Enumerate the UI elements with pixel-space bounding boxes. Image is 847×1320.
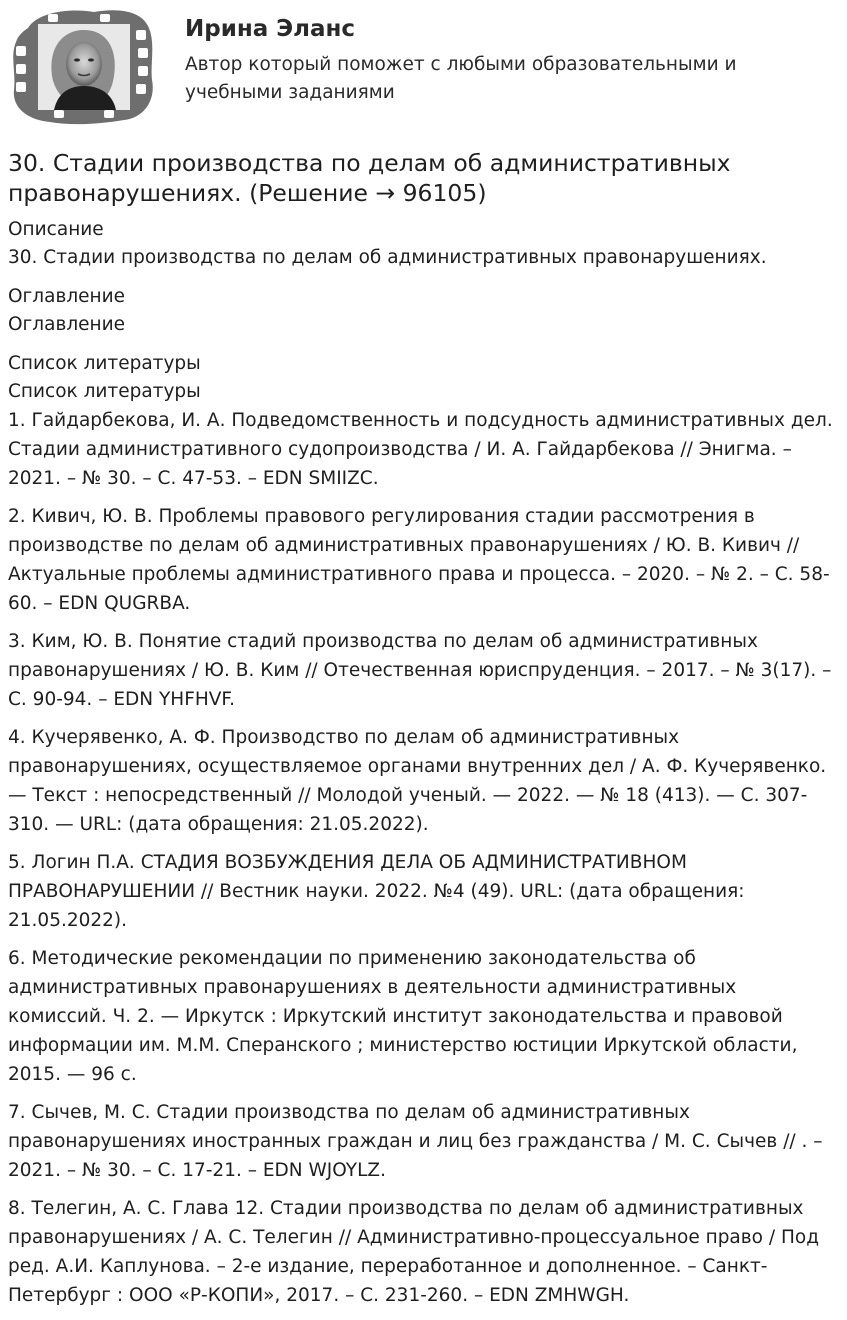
reference-item: 6. Методические рекомендации по применению законодательства об административных правонарушениях в деятельности административных комиссий. Ч. 2. — Иркутск : Иркутский институт законодательства и правовой информации им. М.М. Сперанского ; министерство юстиции Иркутской области, 2015. — 96 с. (8, 948, 798, 1085)
reference-item: 8. Телегин, А. С. Глава 12. Стадии производства по делам об административных правонарушениях / А. С. Телегин // Административно-процессуальное право / Под ред. А.И. Каплунова. – 2-е издание, переработанное и дополненное. – Санкт-Петербург : ООО «Р-КОПИ», 2017. – С. 231-260. – EDN ZMHWGH. (8, 1198, 820, 1306)
description-text: 30. Стадии производства по делам об административных правонарушениях. (8, 247, 767, 268)
author-avatar (8, 6, 156, 126)
reference-item: 3. Ким, Ю. В. Понятие стадий производства по делам об административных правонарушениях / Ю. В. Ким // Отечественная юриспруденция. – 2017. – № 3(17). – С. 90-94. – EDN YHFHVF. (8, 631, 832, 710)
description-heading: Описание (8, 219, 104, 240)
document-content (8, 148, 840, 1319)
page-title: 30. Стадии производства по делам об административных правонарушениях. (Решение → 96105) (8, 149, 731, 207)
literature-heading: Список литературы (8, 353, 201, 374)
author-description: Автор который поможет с любыми образовательными и учебными заданиями (185, 54, 737, 103)
reference-item: 2. Кивич, Ю. В. Проблемы правового регулирования стадии рассмотрения в производстве по делам об административных правонарушениях / Ю. В. Кивич // Актуальные проблемы административного права и процесса. – 2020. – № 2. – С. 58-60. – EDN QUGRBA. (8, 506, 830, 614)
reference-item: 1. Гайдарбекова, И. А. Подведомственность и подсудность административных дел. Стадии административного судопроизводства / И. А. Гайдарбекова // Энигма. – 2021. – № 30. – С. 47-53. – EDN SMIIZC. (8, 410, 833, 489)
reference-item: 4. Кучерявенко, А. Ф. Производство по делам об административных правонарушениях, осуществляемое органами внутренних дел / А. Ф. Кучерявенко. — Текст : непосредственный // Молодой ученый. — 2022. — № 18 (413). — С. 307-310. — URL: (дата обращения: 21.05.2022). (8, 727, 827, 835)
literature-subheading: Список литературы (8, 381, 201, 402)
reference-item: 5. Логин П.А. СТАДИЯ ВОЗБУЖДЕНИЯ ДЕЛА ОБ АДМИНИСТРАТИВНОМ ПРАВОНАРУШЕНИИ // Вестник науки. 2022. №4 (49). URL: (дата обращения: 21.05.2022). (8, 852, 745, 931)
author-name: Ирина Эланс (185, 16, 356, 42)
reference-item: 7. Сычев, М. С. Стадии производства по делам об административных правонарушениях иностранных граждан и лиц без гражданства / М. С. Сычев // . – 2021. – № 30. – С. 17-21. – EDN WJOYLZ. (8, 1102, 823, 1181)
toc-heading: Оглавление (8, 286, 126, 307)
author-card (8, 6, 838, 128)
reference-list (8, 406, 840, 1310)
toc-text: Оглавление (8, 314, 126, 335)
